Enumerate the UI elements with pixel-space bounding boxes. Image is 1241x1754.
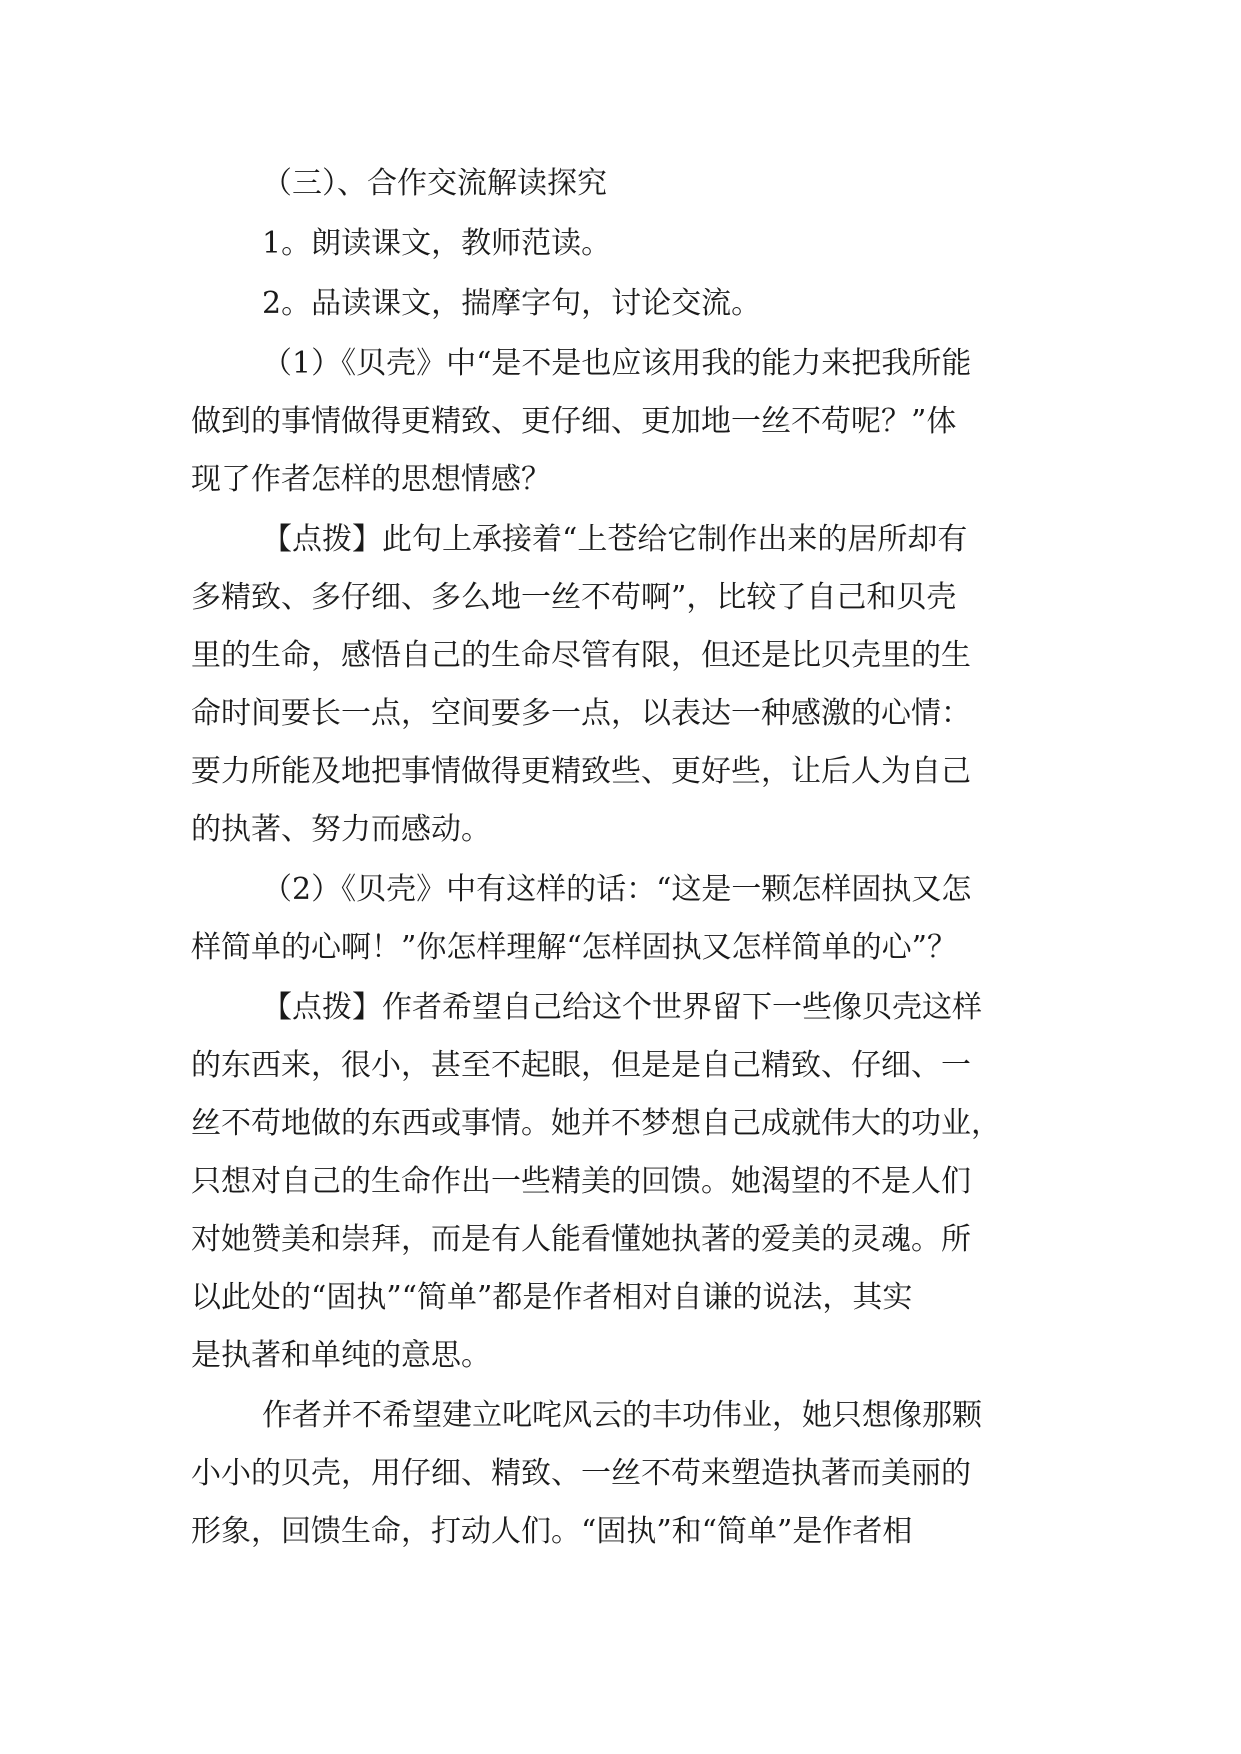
question-line: （1）《贝壳》中“是不是也应该用我的能力来把我所能	[262, 346, 972, 381]
hint-line: 【点拨】此句上承接着“上苍给它制作出来的居所却有	[262, 522, 968, 557]
hint-line: 里的生命，感悟自己的生命尽管有限，但还是比贝壳里的生	[191, 638, 971, 673]
hint-line: 要力所能及地把事情做得更精致些、更好些，让后人为自己	[191, 754, 971, 789]
hint-line: 多精致、多仔细、多么地一丝不苟啊”，比较了自己和贝壳	[191, 580, 957, 615]
hint-line: 的东西来，很小，甚至不起眼，但是是自己精致、仔细、一	[191, 1048, 971, 1083]
hint-line: 对她赞美和崇拜，而是有人能看懂她执著的爱美的灵魂。所	[191, 1222, 971, 1257]
paragraph-line: 1。朗读课文，教师范读。	[262, 226, 612, 261]
section-heading: （三）、合作交流解读探究	[262, 166, 607, 201]
hint-line: 的执著、努力而感动。	[191, 812, 491, 847]
question-line: （2）《贝壳》中有这样的话：“这是一颗怎样固执又怎	[262, 872, 972, 907]
hint-line: 命时间要长一点，空间要多一点，以表达一种感激的心情：	[191, 696, 971, 731]
paragraph-line: 形象，回馈生命，打动人们。“固执”和“简单”是作者相	[191, 1514, 913, 1549]
paragraph-line: 作者并不希望建立叱咤风云的丰功伟业，她只想像那颗	[262, 1398, 982, 1433]
hint-line: 只想对自己的生命作出一些精美的回馈。她渴望的不是人们	[191, 1164, 971, 1199]
question-line: 现了作者怎样的思想情感？	[191, 462, 551, 497]
hint-line: 丝不苟地做的东西或事情。她并不梦想自己成就伟大的功业，	[191, 1106, 1001, 1141]
paragraph-line: 小小的贝壳，用仔细、精致、一丝不苟来塑造执著而美丽的	[191, 1456, 971, 1491]
hint-line: 以此处的“固执”“简单”都是作者相对自谦的说法，其实	[191, 1280, 913, 1315]
question-line: 样简单的心啊！”你怎样理解“怎样固执又怎样简单的心”？	[191, 930, 958, 965]
paragraph-line: 2。品读课文，揣摩字句，讨论交流。	[262, 286, 762, 321]
hint-line: 【点拨】作者希望自己给这个世界留下一些像贝壳这样	[262, 990, 982, 1025]
hint-line: 是执著和单纯的意思。	[191, 1338, 491, 1373]
question-line: 做到的事情做得更精致、更仔细、更加地一丝不苟呢？”体	[191, 404, 957, 439]
